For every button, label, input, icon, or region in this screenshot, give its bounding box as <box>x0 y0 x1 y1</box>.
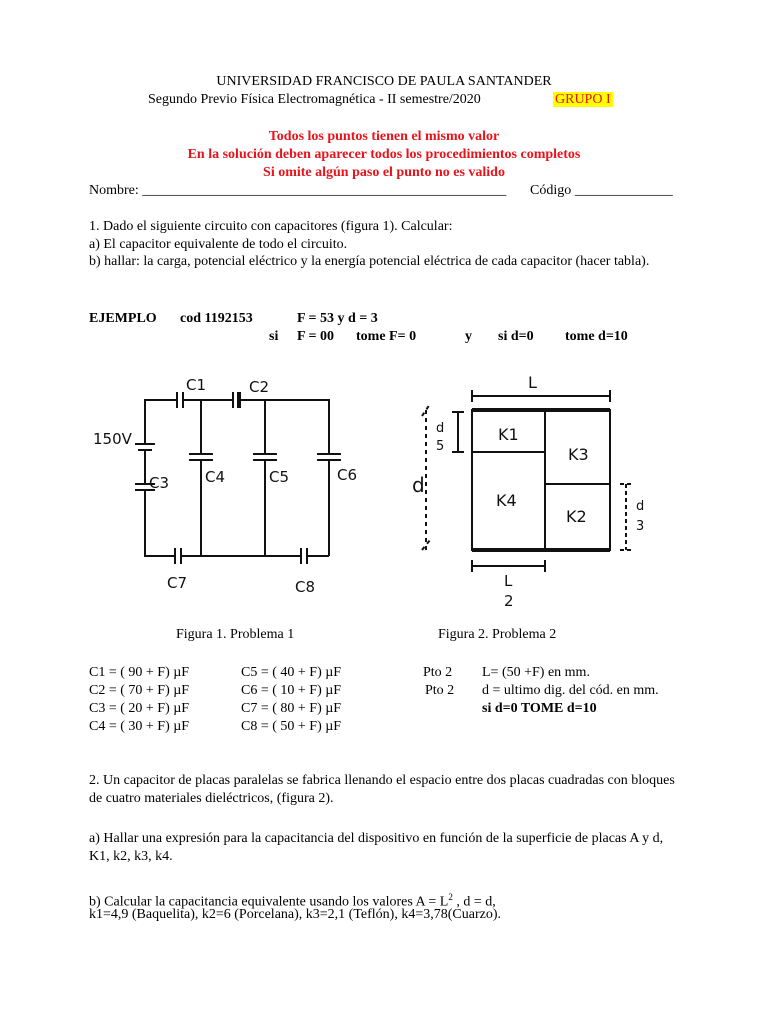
c6-branch <box>317 440 341 556</box>
example-label: EJEMPLO <box>89 311 157 326</box>
c2-value: C2 = ( 70 + F) µF <box>89 683 190 698</box>
voltage-label: 150V <box>93 430 132 448</box>
problem2-b-exponent: 2 <box>448 892 453 902</box>
example-rule-f: F = 00 <box>297 329 335 344</box>
dim-d5 <box>452 412 464 452</box>
c2-label: C2 <box>249 378 270 396</box>
example-rule-y: y <box>465 329 472 344</box>
L-label: L <box>528 373 537 392</box>
d5-den: 5 <box>436 439 445 454</box>
name-field: Nombre: ____________________________________________________ <box>89 183 507 198</box>
pto2-value-2: d = ultimo dig. del cód. en mm. <box>482 683 659 698</box>
plates-outline <box>472 410 610 550</box>
university-title: UNIVERSIDAD FRANCISCO DE PAULA SANTANDER <box>216 74 552 89</box>
pto2-value-1: L= (50 +F) en mm. <box>482 665 590 680</box>
problem1-b: b) hallar: la carga, potencial eléctrico y la energía potencial eléctrica de cada capacitor (hacer tabla). <box>89 254 650 269</box>
dim-L-top <box>472 390 610 402</box>
example-rule-d: si d=0 <box>498 329 534 344</box>
example-values: F = 53 y d = 3 <box>297 311 378 326</box>
course-line: Segundo Previo Física Electromagnética - II semestre/2020 <box>148 92 481 107</box>
c6-label: C6 <box>337 466 358 484</box>
group-badge <box>553 91 613 109</box>
problem2-a: a) Hallar una expresión para la capacitancia del dispositivo en función de la superficie de placas A y d, K1, k2, k3, k4. <box>89 831 664 864</box>
c1-label: C1 <box>186 376 207 394</box>
pto2-rule: si d=0 TOME d=10 <box>482 701 597 716</box>
L2-num: L <box>504 572 513 590</box>
L2-den: 2 <box>504 592 514 610</box>
example-rule-si: si <box>269 329 279 344</box>
bottom-wire <box>175 548 329 564</box>
problem2-b-suffix: , d = d, <box>452 894 496 910</box>
c8-value: C8 = ( 50 + F) µF <box>241 719 342 734</box>
example-rule-d2: tome d=10 <box>565 329 628 344</box>
k1-label: K1 <box>498 425 519 444</box>
figure1-labels <box>93 376 357 596</box>
pto2-label-2: Pto 2 <box>425 683 455 698</box>
figure1-caption: Figura 1. Problema 1 <box>176 627 295 642</box>
problem2-intro: 2. Un capacitor de placas paralelas se fabrica llenando el espacio entre dos placas cuadradas con bloques de cuatro materiales dieléctricos, (figura 2). <box>89 773 675 806</box>
d3-num: d <box>636 499 645 514</box>
code-field: Código ______________ <box>530 183 673 198</box>
d5-num: d <box>436 421 445 436</box>
c8-label: C8 <box>295 578 316 596</box>
figure1-circuit <box>89 360 389 620</box>
c1-value: C1 = ( 90 + F) µF <box>89 665 190 680</box>
c6-value: C6 = ( 10 + F) µF <box>241 683 342 698</box>
c4-value: C4 = ( 30 + F) µF <box>89 719 190 734</box>
dim-L2 <box>472 560 545 572</box>
instruction-3: Si omite algún paso el punto no es valido <box>263 165 505 180</box>
c5-value: C5 = ( 40 + F) µF <box>241 665 342 680</box>
dim-d3 <box>620 484 632 550</box>
group-label: GRUPO I <box>555 92 611 107</box>
figure2-capacitor <box>400 360 690 620</box>
k4-label: K4 <box>496 491 517 510</box>
instruction-2: En la solución deben aparecer todos los procedimientos completos <box>187 147 581 162</box>
c5-label: C5 <box>269 468 290 486</box>
k3-label: K3 <box>568 445 589 464</box>
k2-label: K2 <box>566 507 587 526</box>
example-rule-tome: tome F= 0 <box>356 329 417 344</box>
d-label: d <box>412 473 425 497</box>
c3-value: C3 = ( 20 + F) µF <box>89 701 190 716</box>
example-code: cod 1192153 <box>180 311 253 326</box>
d3-den: 3 <box>636 519 645 534</box>
c7-value: C7 = ( 80 + F) µF <box>241 701 342 716</box>
figure2-caption: Figura 2. Problema 2 <box>438 627 557 642</box>
c4-label: C4 <box>205 468 226 486</box>
c3-label: C3 <box>149 474 170 492</box>
problem2-b-prefix: b) Calcular la capacitancia equivalente usando los valores A = L <box>89 894 449 910</box>
problem1-intro: 1. Dado el siguiente circuito con capacitores (figura 1). Calcular: <box>89 219 453 234</box>
problem2-b-line2: k1=4,9 (Baquelita), k2=6 (Porcelana), k3=2,1 (Teflón), k4=3,78(Cuarzo). <box>89 907 501 922</box>
instruction-1: Todos los puntos tienen el mismo valor <box>268 129 500 144</box>
c7-label: C7 <box>167 574 188 592</box>
problem1-a: a) El capacitor equivalente de todo el circuito. <box>89 237 348 252</box>
pto2-label-1: Pto 2 <box>423 665 453 680</box>
